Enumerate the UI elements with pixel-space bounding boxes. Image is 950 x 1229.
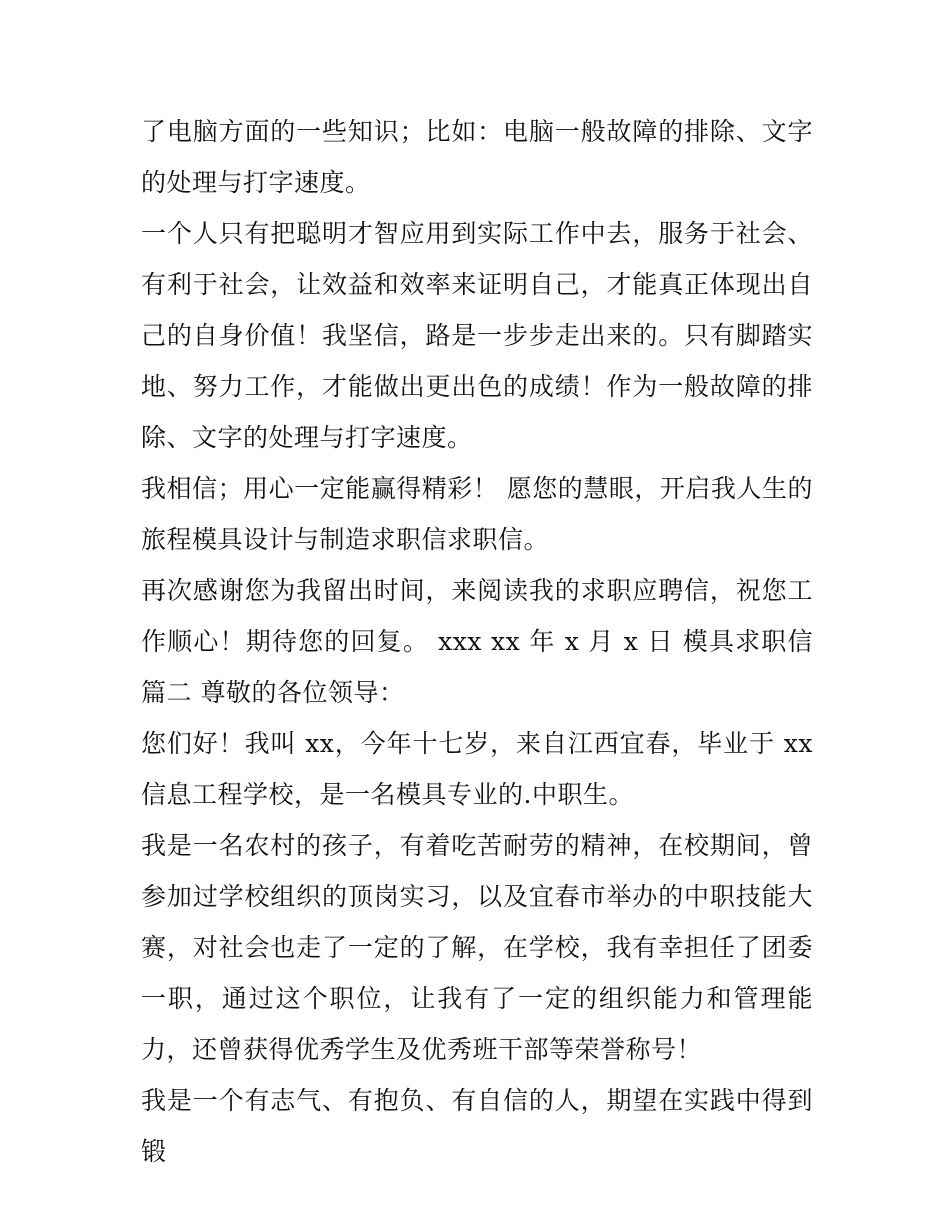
paragraph-7: 我是一个有志气、有抱负、有自信的人，期望在实践中得到锻 <box>141 1086 813 1166</box>
paragraph-1: 了电脑方面的一些知识；比如：电脑一般故障的排除、文字的处理与打字速度。 <box>141 117 813 197</box>
paragraph-4: 再次感谢您为我留出时间，来阅读我的求职应聘信，祝您工作顺心！期待您的回复。 xxx xx 年 x 月 x 日 模具求职信篇二 尊敬的各位领导： <box>141 576 813 707</box>
paragraph-2: 一个人只有把聪明才智应用到实际工作中去，服务于社会、有利于社会，让效益和效率来证明自己，才能真正体现出自己的自身价值！我坚信，路是一步步走出来的。只有脚踏实地、努力工作，才能做出更出色的成绩！作为一般故障的排除、文字的处理与打字速度。 <box>141 219 813 452</box>
document-body <box>141 106 813 1177</box>
paragraph-6: 我是一名农村的孩子，有着吃苦耐劳的精神，在校期间，曾参加过学校组织的顶岗实习，以及宜春市举办的中职技能大赛，对社会也走了一定的了解，在学校，我有幸担任了团委一职，通过这个职位，让我有了一定的组织能力和管理能力，还曾获得优秀学生及优秀班干部等荣誉称号！ <box>141 831 813 1064</box>
paragraph-5: 您们好！我叫 xx，今年十七岁，来自江西宜春，毕业于 xx 信息工程学校，是一名模具专业的.中职生。 <box>141 729 813 809</box>
paragraph-3: 我相信；用心一定能赢得精彩！ 愿您的慧眼，开启我人生的旅程模具设计与制造求职信求职信。 <box>141 474 813 554</box>
